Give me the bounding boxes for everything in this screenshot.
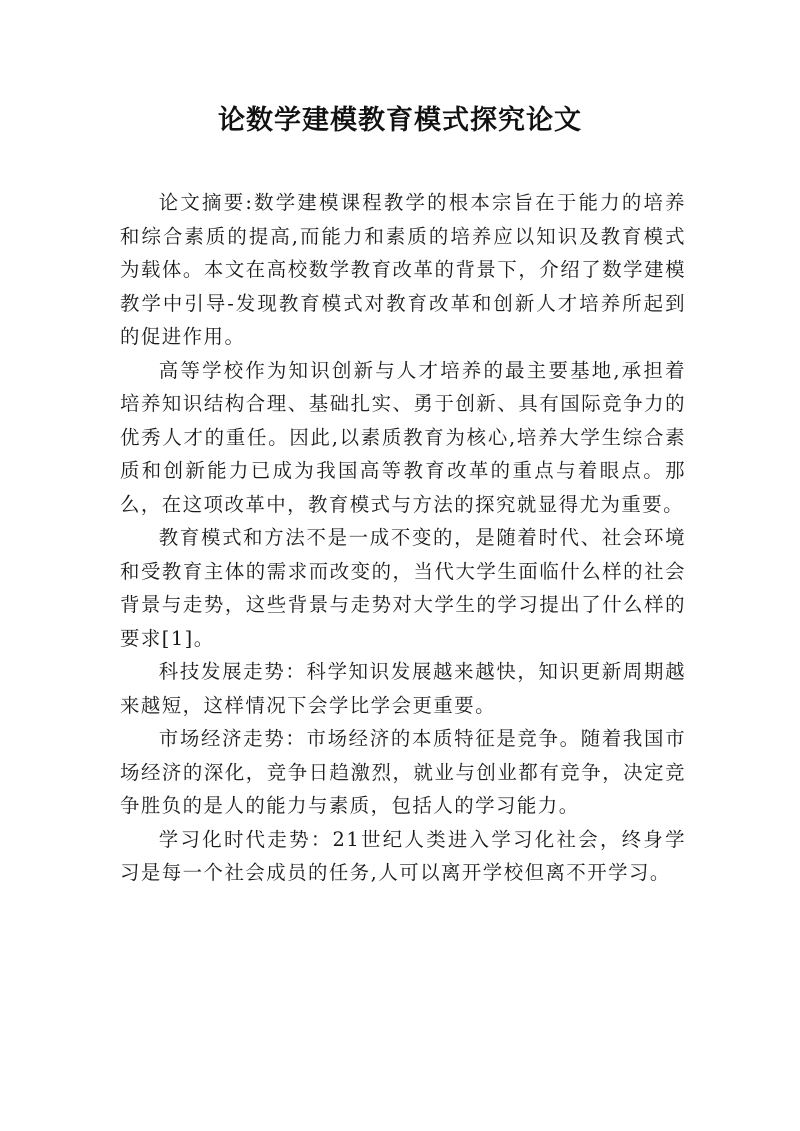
body-paragraph: 高等学校作为知识创新与人才培养的最主要基地,承担着培养知识结构合理、基础扎实、勇于创新、具有国际竞争力的优秀人才的重任。因此,以素质教育为核心,培养大学生综合素质和创新能力已成为我国高等教育改革的重点与着眼点。那么，在这项改革中，教育模式与方法的探究就显得尤为重要。: [120, 358, 686, 516]
body-paragraph: 市场经济走势：市场经济的本质特征是竞争。随着我国市场经济的深化，竞争日趋激烈，就业与创业都有竞争，决定竞争胜负的是人的能力与素质，包括人的学习能力。: [120, 727, 686, 817]
document-title: 论数学建模教育模式探究论文: [218, 105, 582, 136]
body-paragraph: 科技发展走势：科学知识发展越来越快，知识更新周期越来越短，这样情况下会学比学会更重要。: [120, 660, 686, 717]
body-paragraph: 学习化时代走势：21世纪人类进入学习化社会，终身学习是每一个社会成员的任务,人可以离开学校但离不开学习。: [120, 827, 686, 884]
document-body: [120, 186, 686, 890]
abstract-paragraph: 论文摘要:数学建模课程教学的根本宗旨在于能力的培养和综合素质的提高,而能力和素质的培养应以知识及教育模式为载体。本文在高校数学教育改革的背景下，介绍了数学建模教学中引导-发现教育模式对教育改革和创新人才培养所起到的促进作用。: [120, 191, 686, 348]
body-paragraph: 教育模式和方法不是一成不变的，是随着时代、社会环境和受教育主体的需求而改变的，当代大学生面临什么样的社会背景与走势，这些背景与走势对大学生的学习提出了什么样的要求[1]。: [120, 526, 686, 650]
